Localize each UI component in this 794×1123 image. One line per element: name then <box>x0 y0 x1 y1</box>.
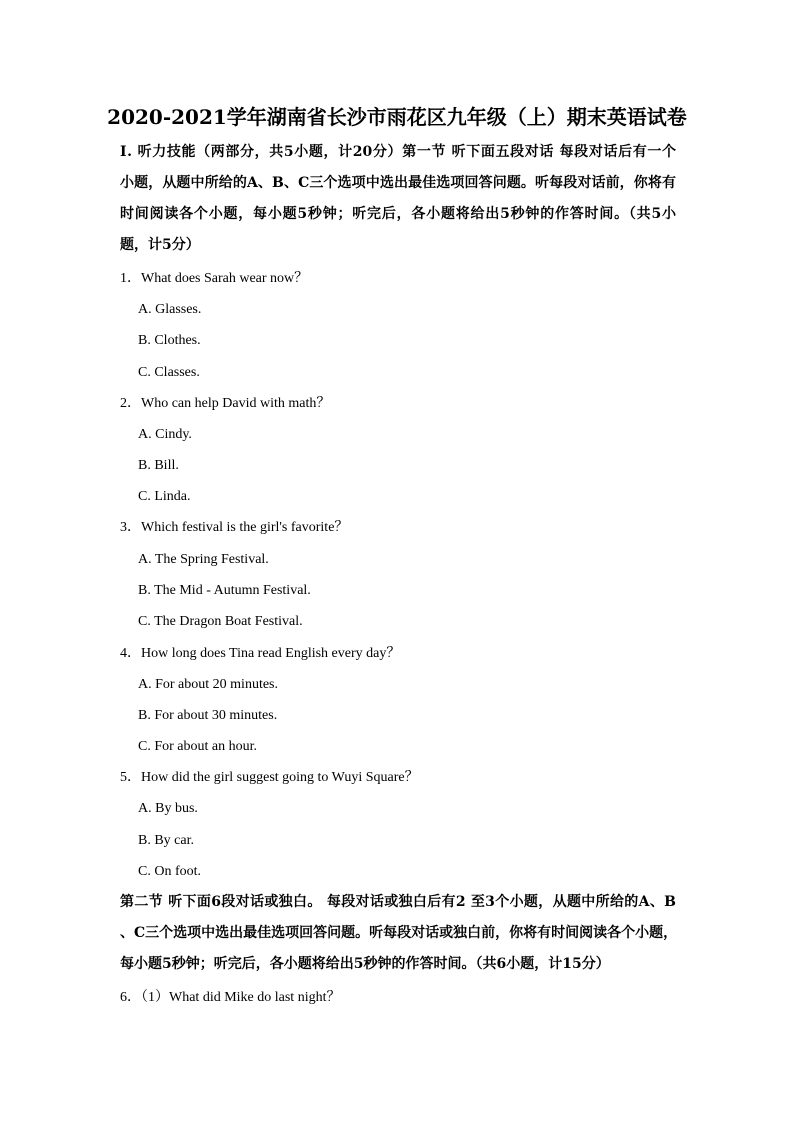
question-3-option-b: B. The Mid - Autumn Festival. <box>138 583 311 598</box>
page-title: 2020-2021学年湖南省长沙市雨花区九年级（上）期末英语试卷 <box>107 105 687 129</box>
section-1-line: 时间阅读各个小题，每小题5秒钟；听完后，各小题将给出5秒钟的作答时间。（共5小 <box>120 206 676 222</box>
question-4-option-b: B. For about 30 minutes. <box>138 708 278 723</box>
section-1-line: 小题，从题中所给的A、B、C三个选项中选出最佳选项回答问题。听每段对话前，你将有 <box>120 175 676 191</box>
question-2-option-c: C. Linda. <box>138 489 191 504</box>
question-1-option-a: A. Glasses. <box>138 302 202 317</box>
question-5-option-a: A. By bus. <box>138 801 198 816</box>
question-2-stem: 2．Who can help David with math？ <box>120 396 331 411</box>
question-5-stem: 5．How did the girl suggest going to Wuyi Square？ <box>120 770 419 785</box>
question-6-stem: 6．（1）What did Mike do last night？ <box>120 990 341 1005</box>
question-3-option-c: C. The Dragon Boat Festival. <box>138 614 303 629</box>
question-1-option-c: C. Classes. <box>138 365 200 380</box>
section-1-line: 题，计5分） <box>120 237 200 253</box>
section-1-instructions <box>120 137 676 261</box>
question-5-option-b: B. By car. <box>138 833 194 848</box>
section-2-line: 、C三个选项中选出最佳选项回答问题。听每段对话或独白前，你将有时间阅读各个小题， <box>120 925 678 941</box>
question-4-option-c: C. For about an hour. <box>138 739 257 754</box>
section-2-instructions <box>120 887 676 980</box>
question-2-option-b: B. Bill. <box>138 458 179 473</box>
question-1-stem: 1．What does Sarah wear now？ <box>120 271 309 286</box>
section-2-line: 每小题5秒钟；听完后，各小题将给出5秒钟的作答时间。（共6小题，计15分） <box>120 956 610 972</box>
question-1-option-b: B. Clothes. <box>138 333 201 348</box>
section-1-line: Ⅰ. 听力技能（两部分，共5小题，计20分）第一节 听下面五段对话 每段对话后有一个 <box>120 144 676 160</box>
question-3-option-a: A. The Spring Festival. <box>138 552 269 567</box>
question-4-stem: 4．How long does Tina read English every day？ <box>120 646 401 661</box>
question-3-stem: 3．Which festival is the girl's favorite？ <box>120 520 349 535</box>
section-2-line: 第二节 听下面6段对话或独白。 每段对话或独白后有2 至3个小题，从题中所给的A、B <box>120 894 676 910</box>
question-5-option-c: C. On foot. <box>138 864 201 879</box>
question-4-option-a: A. For about 20 minutes. <box>138 677 278 692</box>
question-2-option-a: A. Cindy. <box>138 427 192 442</box>
